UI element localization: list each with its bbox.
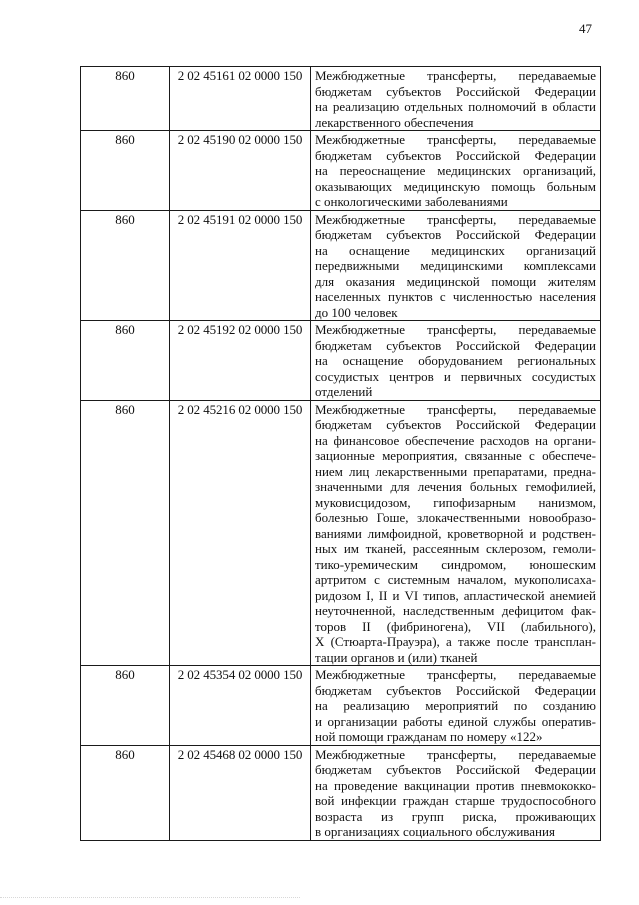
page-number: 47 <box>579 21 592 36</box>
description-line: с онкологическими заболеваниями <box>315 194 508 209</box>
admin-code-cell: 860 <box>81 666 170 746</box>
budget-code-cell: 2 02 45216 02 0000 150 <box>170 400 311 666</box>
description-line: бюджетам субъектов Российской Федерации <box>315 83 596 99</box>
description-cell <box>311 131 601 211</box>
description-line: на оснащение оборудованием региональных <box>315 353 596 368</box>
description-line: неуточненной, наследственным дефицитом фак- <box>315 603 596 618</box>
description-line: Межбюджетные трансферты, передаваемые <box>315 132 596 147</box>
description-line: на реализацию мероприятий по созданию <box>315 698 596 713</box>
table-body <box>81 67 601 841</box>
table-row <box>81 67 601 131</box>
description-line: бюджетам субъектов Российской Федерации <box>315 762 596 777</box>
description-line: болезнью Гоше, злокачественными новообразо- <box>315 510 596 525</box>
description-line: лекарственного обеспечения <box>315 114 474 130</box>
description-line: муковисцидозом, гипофизарным нанизмом, <box>315 494 596 510</box>
description-line: Межбюджетные трансферты, передаваемые <box>315 401 596 417</box>
description-line: бюджетам субъектов Российской Федерации <box>315 417 596 432</box>
budget-code-cell: 2 02 45354 02 0000 150 <box>170 666 311 746</box>
description-line: торов II (фибриногена), VII (лабильного), <box>315 618 596 634</box>
table-row <box>81 210 601 321</box>
description-line: для оказания медицинской помощи жителям <box>315 273 596 289</box>
description-line: передвижными медицинскими комплексами <box>315 258 596 273</box>
description-line: Межбюджетные трансферты, передаваемые <box>315 746 596 762</box>
description-line: на оснащение медицинских организаций <box>315 242 596 258</box>
description-line: тации органов и (или) тканей <box>315 649 478 665</box>
table-row <box>81 745 601 840</box>
budget-code-cell: 2 02 45190 02 0000 150 <box>170 131 311 211</box>
description-cell <box>311 666 601 746</box>
description-line: возраста из групп риска, проживающих <box>315 808 596 824</box>
description-cell <box>311 67 601 131</box>
description-cell <box>311 745 601 840</box>
description-line: отделений <box>315 384 373 399</box>
description-line: бюджетам субъектов Российской Федерации <box>315 227 596 242</box>
description-line: Межбюджетные трансферты, передаваемые <box>315 211 596 227</box>
description-line: на переоснащение медицинских организаций, <box>315 163 596 178</box>
description-line: до 100 человек <box>315 304 398 320</box>
description-line: Межбюджетные трансферты, передаваемые <box>315 322 596 337</box>
table-row <box>81 400 601 666</box>
description-cell <box>311 210 601 321</box>
description-line: в организациях социального обслуживания <box>315 824 555 839</box>
description-line: ридозом I, II и VI типов, апластической анемией <box>315 587 596 603</box>
description-line: Межбюджетные трансферты, передаваемые <box>315 667 596 682</box>
description-line: значенными для лечения больных гемофилией, <box>315 479 596 494</box>
admin-code-cell: 860 <box>81 745 170 840</box>
admin-code-cell: 860 <box>81 321 170 401</box>
table-row <box>81 321 601 401</box>
budget-code-cell: 2 02 45191 02 0000 150 <box>170 210 311 321</box>
description-line: ных им тканей, рассеянным склерозом, гемоли- <box>315 541 596 556</box>
admin-code-cell: 860 <box>81 400 170 666</box>
description-line: на проведение вакцинации против пневмококко- <box>315 777 596 793</box>
description-cell <box>311 400 601 666</box>
description-line: ваниями лимфоидной, кроветворной и родствен- <box>315 525 596 541</box>
description-line: бюджетам субъектов Российской Федерации <box>315 682 596 698</box>
description-line: ной помощи гражданам по номеру «122» <box>315 729 543 744</box>
description-line: и организации работы единой службы оператив- <box>315 713 596 729</box>
description-line: бюджетам субъектов Российской Федерации <box>315 147 596 163</box>
admin-code-cell: 860 <box>81 131 170 211</box>
description-line: тико-уремическим синдромом, юношеским <box>315 556 596 572</box>
description-line: нием лиц лекарственными препаратами, предна- <box>315 463 596 479</box>
description-line: на реализацию отдельных полномочий в области <box>315 99 596 114</box>
scan-edge-line <box>0 897 300 898</box>
description-cell <box>311 321 601 401</box>
table-row <box>81 131 601 211</box>
admin-code-cell: 860 <box>81 67 170 131</box>
admin-code-cell: 860 <box>81 210 170 321</box>
budget-code-cell: 2 02 45161 02 0000 150 <box>170 67 311 131</box>
description-line: зационные мероприятия, связанные с обеспече- <box>315 448 596 463</box>
budget-codes-table <box>80 66 601 841</box>
description-line: бюджетам субъектов Российской Федерации <box>315 337 596 353</box>
description-line: артритом с системным началом, мукополисаха- <box>315 572 596 587</box>
description-line: оказывающих медицинскую помощь больным <box>315 178 596 194</box>
table-row <box>81 666 601 746</box>
description-line: X (Стюарта-Прауэра), а также после трансплан- <box>315 634 596 649</box>
description-line: Межбюджетные трансферты, передаваемые <box>315 68 596 83</box>
budget-code-cell: 2 02 45192 02 0000 150 <box>170 321 311 401</box>
description-line: вой инфекции граждан старше трудоспособного <box>315 793 596 808</box>
description-line: на финансовое обеспечение расходов на органи- <box>315 432 596 448</box>
description-line: сосудистых центров и первичных сосудистых <box>315 368 596 384</box>
description-line: населенных пунктов с численностью населения <box>315 289 596 304</box>
budget-code-cell: 2 02 45468 02 0000 150 <box>170 745 311 840</box>
